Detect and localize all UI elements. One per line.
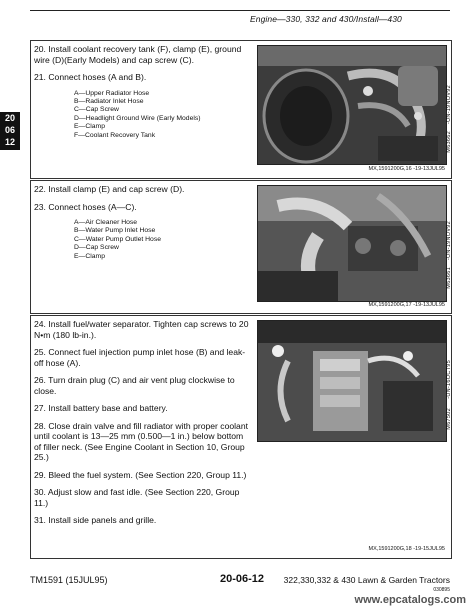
legend-item: C—Water Pump Outlet Hose bbox=[74, 235, 162, 243]
figure-code: -UN-19NOV92 bbox=[446, 85, 452, 125]
parts-legend bbox=[74, 219, 250, 261]
step-31: 31. Install side panels and grille. bbox=[34, 515, 157, 525]
step-22: 22. Install clamp (E) and cap screw (D). bbox=[34, 184, 185, 194]
figure-caption: MX,1591200G,17 -19-13JUL95 bbox=[368, 302, 445, 308]
panel-text bbox=[34, 319, 250, 533]
parts-legend bbox=[74, 90, 250, 140]
legend-item: E—Clamp bbox=[74, 123, 105, 131]
section-tab bbox=[0, 112, 20, 150]
legend-item: A—Air Cleaner Hose bbox=[74, 219, 138, 226]
manual-title: 322,330,332 & 430 Lawn & Garden Tractors bbox=[283, 575, 450, 585]
figure-code: -UN-16OCT95 bbox=[446, 360, 452, 399]
step-29: 29. Bleed the fuel system. (See Section 220, Group 11.) bbox=[34, 469, 247, 480]
step-23: 23. Connect hoses (A—C). bbox=[34, 201, 137, 212]
page-number: 20-06-12 bbox=[220, 573, 265, 585]
legend-item: B—Radiator Inlet Hose bbox=[74, 97, 144, 105]
legend-item: B—Water Pump Inlet Hose bbox=[74, 227, 156, 235]
step-20: 20. Install coolant recovery tank (F), clamp (E), ground wire (D)(Early Models) and cap screw (C). bbox=[34, 44, 242, 65]
section-tab-line: 20 bbox=[4, 113, 15, 123]
instruction-panel-2 bbox=[30, 180, 452, 314]
step-24: 24. Install fuel/water separator. Tighten cap screws to 20 N•m (180 lb-in.). bbox=[34, 319, 249, 340]
legend-item: E—Clamp bbox=[74, 252, 105, 260]
step-28: 28. Close drain valve and fill radiator with proper coolant until coolant is 13—25 mm (0.500—1 in.) below bottom of filler neck. (See Engine Coolant in Section 10, Group 25.) bbox=[34, 420, 249, 462]
section-tab-line: 12 bbox=[4, 137, 15, 147]
figure-code: M63662 bbox=[446, 131, 452, 153]
figure-code: M67502 bbox=[446, 408, 452, 430]
section-tab-line: 06 bbox=[4, 125, 15, 135]
figure-code: M63661 bbox=[446, 267, 452, 289]
legend-item: F—Coolant Recovery Tank bbox=[74, 131, 156, 139]
step-30: 30. Adjust slow and fast idle. (See Section 220, Group 11.) bbox=[34, 487, 240, 508]
manual-id: TM1591 (15JUL95) bbox=[30, 575, 108, 585]
legend-item: D—Cap Screw bbox=[74, 244, 119, 252]
step-21: 21. Connect hoses (A and B). bbox=[34, 72, 147, 82]
footer-code: 030895 bbox=[433, 587, 450, 593]
figure-code: -UN-19NOV92 bbox=[446, 221, 452, 261]
engine-photo-hoses bbox=[257, 185, 447, 302]
panel-text bbox=[34, 184, 250, 261]
step-25: 25. Connect fuel injection pump inlet hose (B) and leak-off hose (A). bbox=[34, 347, 246, 368]
step-26: 26. Turn drain plug (C) and air vent plug clockwise to close. bbox=[34, 375, 235, 396]
figure-caption: MX,1591200G,18 -19-15JUL95 bbox=[368, 546, 445, 552]
instruction-panel-3 bbox=[30, 315, 452, 559]
panel-text bbox=[34, 44, 250, 140]
legend-item: A—Upper Radiator Hose bbox=[74, 89, 150, 97]
legend-item: D—Headlight Ground Wire (Early Models) bbox=[74, 114, 201, 122]
legend-item: C—Cap Screw bbox=[74, 106, 119, 114]
instruction-panel-1 bbox=[30, 40, 452, 179]
header-rule bbox=[30, 10, 450, 11]
step-27: 27. Install battery base and battery. bbox=[34, 403, 168, 413]
running-head: Engine—330, 332 and 430/Install—430 bbox=[250, 14, 402, 24]
watermark: www.epcatalogs.com bbox=[354, 594, 466, 606]
figure-caption: MX,1591200G,16 -19-13JUL95 bbox=[368, 166, 445, 172]
engine-photo-fuel-separator bbox=[257, 320, 447, 442]
engine-photo-coolant-tank bbox=[257, 45, 447, 165]
